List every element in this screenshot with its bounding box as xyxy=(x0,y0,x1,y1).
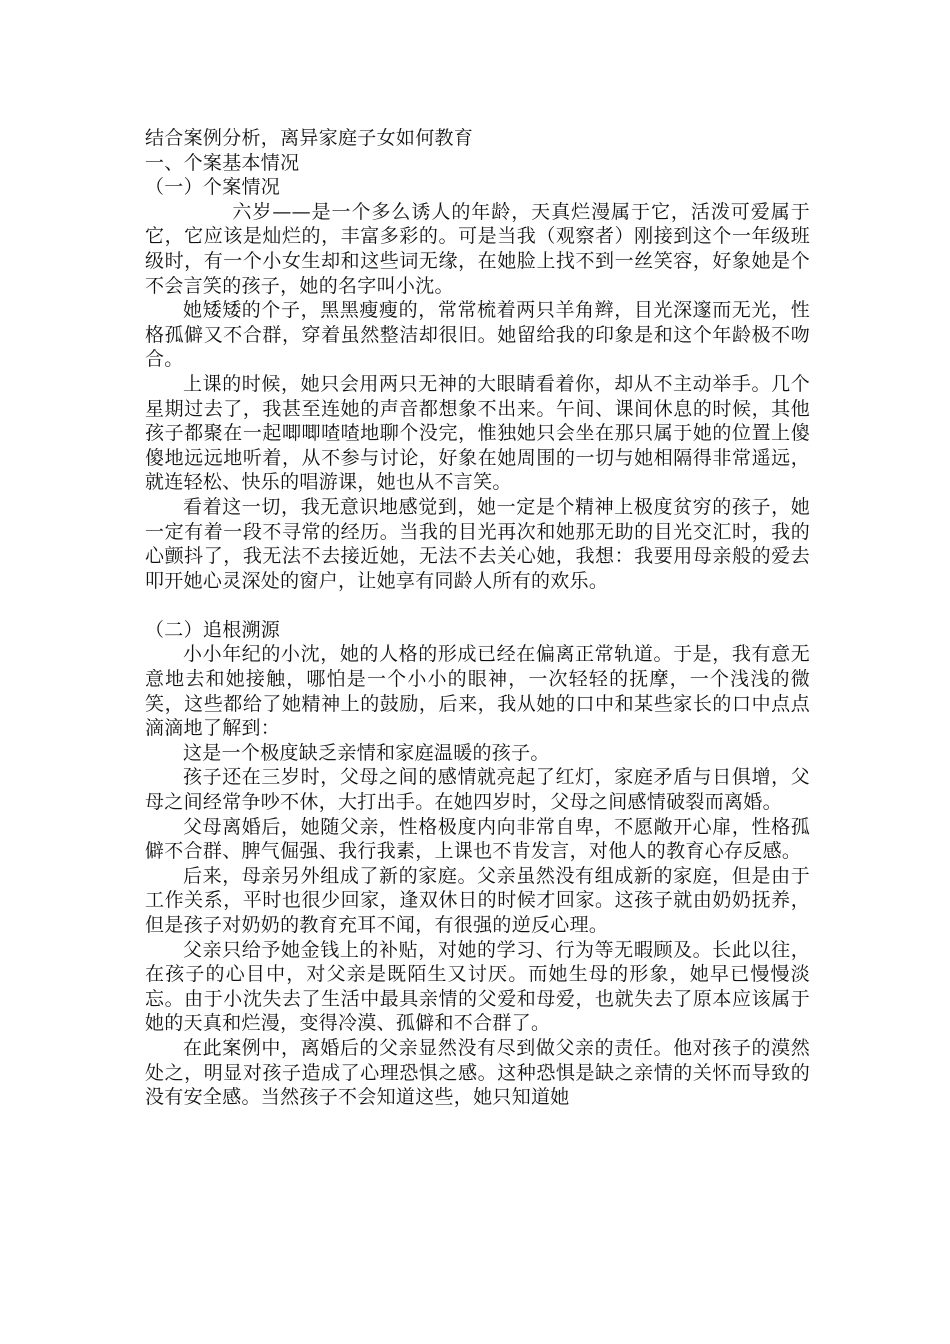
paragraph: 六岁——是一个多么诱人的年龄，天真烂漫属于它，活泼可爱属于它，它应该是灿烂的，丰富多彩的。可是当我（观察者）刚接到这个一年级班级时，有一个小女生却和这些词无缘，在她脸上找不到一丝笑容，好象她是个不会言笑的孩子，她的名字叫小沈。 xyxy=(145,200,810,297)
paragraph: 后来，母亲另外组成了新的家庭。父亲虽然没有组成新的家庭，但是由于工作关系，平时也很少回家，逢双休日的时候才回家。这孩子就由奶奶抚养，但是孩子对奶奶的教育充耳不闻，有很强的逆反心理。 xyxy=(145,864,810,936)
paragraph: 她矮矮的个子，黑黑瘦瘦的，常常梳着两只羊角辫，目光深邃而无光，性格孤僻又不合群，穿着虽然整洁却很旧。她留给我的印象是和这个年龄极不吻合。 xyxy=(145,299,810,371)
paragraph: 父母离婚后，她随父亲，性格极度内向非常自卑，不愿敞开心扉，性格孤僻不合群、脾气倔强、我行我素，上课也不肯发言，对他人的教育心存反感。 xyxy=(145,815,810,863)
paragraph: 小小年纪的小沈，她的人格的形成已经在偏离正常轨道。于是，我有意无意地去和她接触，哪怕是一个小小的眼神，一次轻轻的抚摩，一个浅浅的微笑，这些都给了她精神上的鼓励，后来，我从她的口中和某些家长的口中点点滴滴地了解到： xyxy=(145,643,810,740)
paragraph: 在此案例中，离婚后的父亲显然没有尽到做父亲的责任。他对孩子的漠然处之，明显对孩子造成了心理恐惧之感。这种恐惧是缺之亲情的关怀而导致的没有安全感。当然孩子不会知道这些，她只知道她 xyxy=(145,1036,810,1109)
paragraph: 孩子还在三岁时，父母之间的感情就亮起了红灯，家庭矛盾与日俱增，父母之间经常争吵不休，大打出手。在她四岁时，父母之间感情破裂而离婚。 xyxy=(145,766,810,814)
subsection-heading: （一）个案情况 xyxy=(145,176,281,199)
subsection-heading: （二）追根溯源 xyxy=(145,618,281,641)
document-page xyxy=(145,126,810,1110)
paragraph: 这是一个极度缺乏亲情和家庭温暖的孩子。 xyxy=(183,741,550,764)
section-heading: 一、个案基本情况 xyxy=(145,151,300,174)
document-title: 结合案例分析，离异家庭子女如何教育 xyxy=(145,127,474,149)
paragraph: 父亲只给予她金钱上的补贴，对她的学习、行为等无暇顾及。长此以往，在孩子的心目中，对父亲是既陌生又讨厌。而她生母的形象，她早已慢慢淡忘。由于小沈失去了生活中最具亲情的父爱和母爱，也就失去了原本应该属于她的天真和烂漫，变得冷漠、孤僻和不合群了。 xyxy=(145,938,810,1035)
paragraph: 上课的时候，她只会用两只无神的大眼睛看着你，却从不主动举手。几个星期过去了，我甚至连她的声音都想象不出来。午间、课间休息的时候，其他孩子都聚在一起唧唧喳喳地聊个没完，惟独她只会坐在那只属于她的位置上傻傻地远远地听着，从不参与讨论，好象在她周围的一切与她相隔得非常遥远，就连轻松、快乐的唱游课，她也从不言笑。 xyxy=(145,372,810,494)
paragraph: 看着这一切，我无意识地感觉到，她一定是个精神上极度贫穷的孩子，她一定有着一段不寻常的经历。当我的目光再次和她那无助的目光交汇时，我的心颤抖了，我无法不去接近她，无法不去关心她，我想：我要用母亲般的爱去叩开她心灵深处的窗户，让她享有同龄人所有的欢乐。 xyxy=(145,495,810,592)
blank-line xyxy=(145,593,810,618)
